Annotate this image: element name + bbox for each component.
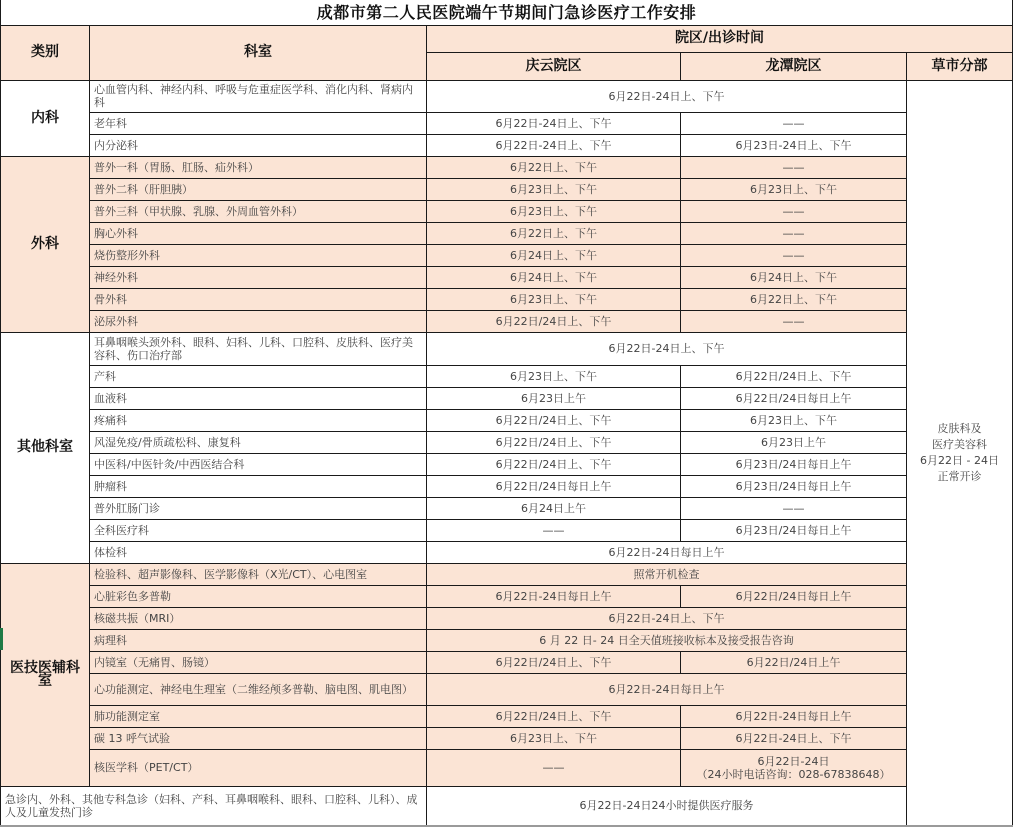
schedule-qingyun: 6月22日/24日上、下午 bbox=[427, 705, 681, 727]
dept-cell: 风湿免疫/骨质疏松科、康复科 bbox=[90, 431, 427, 453]
schedule-merged: 6月22日-24日上、下午 bbox=[427, 80, 907, 112]
schedule-longtan: 6月22日/24日上、下午 bbox=[681, 365, 907, 387]
dept-cell: 心功能测定、神经电生理室（二维经颅多普勒、脑电图、肌电图） bbox=[90, 673, 427, 705]
dept-cell: 泌尿外科 bbox=[90, 310, 427, 332]
table-row bbox=[1, 497, 1013, 519]
schedule-qingyun: 6月23日上、下午 bbox=[427, 178, 681, 200]
dept-cell: 检验科、超声影像科、医学影像科（X光/CT）、心电图室 bbox=[90, 563, 427, 585]
schedule-qingyun: —— bbox=[427, 749, 681, 786]
schedule-longtan: 6月23日/24日每日上午 bbox=[681, 475, 907, 497]
dept-cell: 普外一科（胃肠、肛肠、疝外科） bbox=[90, 156, 427, 178]
schedule-qingyun: 6月24日上午 bbox=[427, 497, 681, 519]
table-row bbox=[1, 607, 1013, 629]
dept-cell: 普外二科（肝胆胰） bbox=[90, 178, 427, 200]
dept-cell: 产科 bbox=[90, 365, 427, 387]
schedule-qingyun: 6月22日/24日上、下午 bbox=[427, 453, 681, 475]
table-row bbox=[1, 332, 1013, 365]
dept-cell: 疼痛科 bbox=[90, 409, 427, 431]
table-row bbox=[1, 673, 1013, 705]
schedule-longtan: —— bbox=[681, 222, 907, 244]
schedule-longtan: 6月22日/24日上午 bbox=[681, 651, 907, 673]
schedule-merged: 6月22日-24日每日上午 bbox=[427, 541, 907, 563]
dept-cell: 神经外科 bbox=[90, 266, 427, 288]
schedule-qingyun: —— bbox=[427, 519, 681, 541]
table-row bbox=[1, 80, 1013, 112]
dept-cell: 烧伤整形外科 bbox=[90, 244, 427, 266]
table-row bbox=[1, 651, 1013, 673]
table-row bbox=[1, 365, 1013, 387]
category-waike: 外科 bbox=[1, 156, 90, 332]
table-row bbox=[1, 705, 1013, 727]
dept-cell: 核医学科（PET/CT） bbox=[90, 749, 427, 786]
table-row bbox=[1, 112, 1013, 134]
table-row bbox=[1, 727, 1013, 749]
green-edge-marker bbox=[0, 628, 3, 650]
schedule-merged-emergency: 6月22日-24日24小时提供医疗服务 bbox=[427, 786, 907, 825]
schedule-qingyun: 6月23日上、下午 bbox=[427, 200, 681, 222]
schedule-longtan: 6月22日上、下午 bbox=[681, 288, 907, 310]
schedule-qingyun: 6月22日-24日上、下午 bbox=[427, 134, 681, 156]
dept-cell: 老年科 bbox=[90, 112, 427, 134]
schedule-qingyun: 6月23日上、下午 bbox=[427, 288, 681, 310]
table-row bbox=[1, 156, 1013, 178]
schedule-longtan: 6月23日上、下午 bbox=[681, 178, 907, 200]
schedule-qingyun: 6月24日上、下午 bbox=[427, 266, 681, 288]
table-row bbox=[1, 200, 1013, 222]
schedule-merged: 6月22日-24日上、下午 bbox=[427, 607, 907, 629]
schedule-longtan: 6月22日-24日上、下午 bbox=[681, 727, 907, 749]
schedule-qingyun: 6月22日/24日每日上午 bbox=[427, 475, 681, 497]
caoshi-note-line3: 6月22日 - 24日 bbox=[920, 453, 999, 467]
schedule-qingyun: 6月23日上、下午 bbox=[427, 727, 681, 749]
caoshi-note-line1: 皮肤科及 bbox=[937, 421, 982, 435]
page-title: 成都市第二人民医院端午节期间门急诊医疗工作安排 bbox=[1, 0, 1013, 25]
schedule-longtan: 6月22日-24日每日上午 bbox=[681, 705, 907, 727]
schedule-longtan: 6月22日/24日每日上午 bbox=[681, 585, 907, 607]
schedule-merged: 照常开机检查 bbox=[427, 563, 907, 585]
schedule-qingyun: 6月22日/24日上、下午 bbox=[427, 431, 681, 453]
schedule-longtan-line2: （24小时电话咨询：028-67838648） bbox=[696, 767, 891, 781]
dept-cell: 碳 13 呼气试验 bbox=[90, 727, 427, 749]
table-row bbox=[1, 310, 1013, 332]
table-row bbox=[1, 453, 1013, 475]
schedule-longtan: 6月23日上、下午 bbox=[681, 409, 907, 431]
dept-cell: 肺功能测定室 bbox=[90, 705, 427, 727]
schedule-longtan: 6月23日-24日上、下午 bbox=[681, 134, 907, 156]
caoshi-note-line2: 医疗美容科 bbox=[932, 437, 987, 451]
schedule-longtan: 6月23日/24日每日上午 bbox=[681, 519, 907, 541]
dept-cell: 核磁共振（MRI） bbox=[90, 607, 427, 629]
category-other: 其他科室 bbox=[1, 332, 90, 563]
header-schedule-group: 院区/出诊时间 bbox=[427, 25, 1013, 52]
dept-cell: 胸心外科 bbox=[90, 222, 427, 244]
schedule-longtan: 6月23日/24日每日上午 bbox=[681, 453, 907, 475]
schedule-longtan: —— bbox=[681, 200, 907, 222]
table-row bbox=[1, 431, 1013, 453]
table-row-emergency bbox=[1, 786, 1013, 825]
schedule-merged: 6月22日-24日每日上午 bbox=[427, 673, 907, 705]
table-row bbox=[1, 541, 1013, 563]
header-campus-longtan: 龙潭院区 bbox=[681, 52, 907, 80]
schedule-qingyun: 6月23日上午 bbox=[427, 387, 681, 409]
dept-cell: 内镜室（无痛胃、肠镜） bbox=[90, 651, 427, 673]
table-row bbox=[1, 222, 1013, 244]
caoshi-note bbox=[907, 80, 1013, 825]
schedule-longtan: 6月24日上、下午 bbox=[681, 266, 907, 288]
dept-cell: 普外肛肠门诊 bbox=[90, 497, 427, 519]
schedule-merged: 6 月 22 日- 24 日全天值班接收标本及接受报告咨询 bbox=[427, 629, 907, 651]
schedule-longtan: —— bbox=[681, 244, 907, 266]
schedule-qingyun: 6月22日/24日上、下午 bbox=[427, 409, 681, 431]
schedule-longtan: 6月23日上午 bbox=[681, 431, 907, 453]
header-campus-caoshi: 草市分部 bbox=[907, 52, 1013, 80]
category-tech: 医技医辅科室 bbox=[1, 563, 90, 786]
schedule-longtan: —— bbox=[681, 112, 907, 134]
dept-cell: 血液科 bbox=[90, 387, 427, 409]
dept-cell: 肿瘤科 bbox=[90, 475, 427, 497]
table-row bbox=[1, 288, 1013, 310]
dept-cell: 内分泌科 bbox=[90, 134, 427, 156]
dept-cell: 病理科 bbox=[90, 629, 427, 651]
table-row bbox=[1, 266, 1013, 288]
category-neike: 内科 bbox=[1, 80, 90, 156]
schedule-qingyun: 6月22日/24日上、下午 bbox=[427, 651, 681, 673]
table-row bbox=[1, 409, 1013, 431]
schedule-longtan: 6月22日/24日每日上午 bbox=[681, 387, 907, 409]
dept-cell: 心血管内科、神经内科、呼吸与危重症医学科、消化内科、肾病内科 bbox=[90, 80, 427, 112]
table-row bbox=[1, 244, 1013, 266]
schedule-qingyun: 6月22日上、下午 bbox=[427, 222, 681, 244]
dept-cell: 耳鼻咽喉头颈外科、眼科、妇科、儿科、口腔科、皮肤科、医疗美容科、伤口治疗部 bbox=[90, 332, 427, 365]
table-row bbox=[1, 134, 1013, 156]
table-row bbox=[1, 178, 1013, 200]
table-row bbox=[1, 749, 1013, 786]
caoshi-note-line4: 正常开诊 bbox=[937, 469, 982, 483]
dept-cell: 体检科 bbox=[90, 541, 427, 563]
table-row bbox=[1, 387, 1013, 409]
table-row bbox=[1, 519, 1013, 541]
table-row bbox=[1, 585, 1013, 607]
dept-cell: 全科医疗科 bbox=[90, 519, 427, 541]
dept-cell: 中医科/中医针灸/中西医结合科 bbox=[90, 453, 427, 475]
dept-cell: 骨外科 bbox=[90, 288, 427, 310]
schedule-longtan: —— bbox=[681, 156, 907, 178]
table-row bbox=[1, 475, 1013, 497]
dept-cell: 普外三科（甲状腺、乳腺、外周血管外科） bbox=[90, 200, 427, 222]
header-campus-qingyun: 庆云院区 bbox=[427, 52, 681, 80]
schedule-longtan: —— bbox=[681, 310, 907, 332]
header-department: 科室 bbox=[90, 25, 427, 80]
dept-cell: 心脏彩色多普勒 bbox=[90, 585, 427, 607]
schedule-longtan bbox=[681, 749, 907, 786]
schedule-merged: 6月22日-24日上、下午 bbox=[427, 332, 907, 365]
table-row bbox=[1, 563, 1013, 585]
schedule-qingyun: 6月23日上、下午 bbox=[427, 365, 681, 387]
schedule-qingyun: 6月24日上、下午 bbox=[427, 244, 681, 266]
dept-cell-emergency: 急诊内、外科、其他专科急诊（妇科、产科、耳鼻咽喉科、眼科、口腔科、儿科）、成人及儿童发热门诊 bbox=[1, 786, 427, 825]
schedule-qingyun: 6月22日-24日上、下午 bbox=[427, 112, 681, 134]
schedule-longtan: —— bbox=[681, 497, 907, 519]
schedule-qingyun: 6月22日/24日上、下午 bbox=[427, 310, 681, 332]
table-row bbox=[1, 629, 1013, 651]
header-category: 类别 bbox=[1, 25, 90, 80]
schedule-qingyun: 6月22日-24日每日上午 bbox=[427, 585, 681, 607]
schedule-qingyun: 6月22日上、下午 bbox=[427, 156, 681, 178]
schedule-longtan-line1: 6月22日-24日 bbox=[757, 754, 830, 768]
